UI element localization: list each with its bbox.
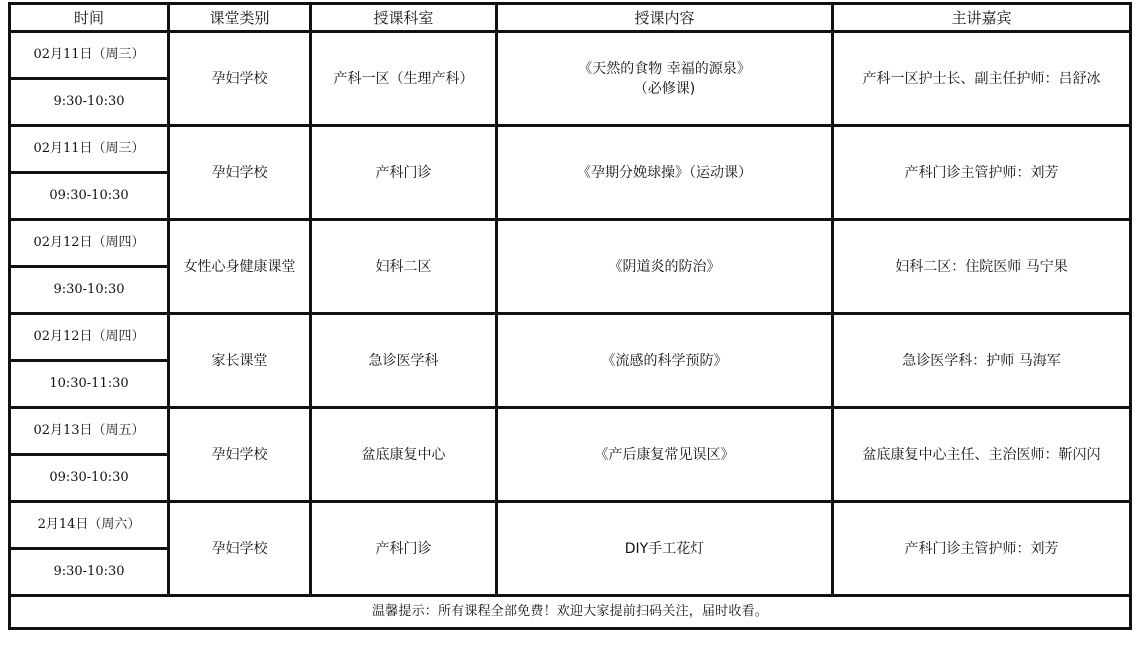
category-cell: 孕妇学校 <box>169 32 311 126</box>
course-schedule-table <box>8 2 1132 630</box>
department-cell: 急诊医学科 <box>311 314 497 408</box>
table-row <box>10 126 1131 173</box>
date-cell: 02月12日（周四） <box>10 314 169 361</box>
content-title: 《天然的食物 幸福的源泉》 <box>578 60 751 77</box>
category-cell: 家长课堂 <box>169 314 311 408</box>
content-cell: 《阴道炎的防治》 <box>497 220 833 314</box>
speaker-cell: 妇科二区：住院医师 马宁果 <box>833 220 1131 314</box>
table-row <box>10 502 1131 549</box>
speaker-cell: 盆底康复中心主任、主治医师：靳闪闪 <box>833 408 1131 502</box>
header-time: 时间 <box>10 4 169 32</box>
footer-tip: 温馨提示：所有课程全部免费！欢迎大家提前扫码关注，届时收看。 <box>10 596 1131 629</box>
time-cell: 9:30-10:30 <box>10 79 169 126</box>
department-cell: 产科门诊 <box>311 502 497 596</box>
header-category: 课堂类别 <box>169 4 311 32</box>
footer-row <box>10 596 1131 629</box>
category-cell: 孕妇学校 <box>169 408 311 502</box>
speaker-cell: 产科一区护士长、副主任护师：吕舒冰 <box>833 32 1131 126</box>
category-cell: 孕妇学校 <box>169 126 311 220</box>
date-cell: 02月12日（周四） <box>10 220 169 267</box>
speaker-cell: 产科门诊主管护师：刘芳 <box>833 502 1131 596</box>
date-cell: 02月11日（周三） <box>10 32 169 79</box>
table-row <box>10 408 1131 455</box>
table-row <box>10 314 1131 361</box>
header-speaker: 主讲嘉宾 <box>833 4 1131 32</box>
content-cell: 《流感的科学预防》 <box>497 314 833 408</box>
department-cell: 盆底康复中心 <box>311 408 497 502</box>
time-cell: 09:30-10:30 <box>10 173 169 220</box>
header-content: 授课内容 <box>497 4 833 32</box>
content-cell: DIY手工花灯 <box>497 502 833 596</box>
header-department: 授课科室 <box>311 4 497 32</box>
date-cell: 02月11日（周三） <box>10 126 169 173</box>
department-cell: 产科门诊 <box>311 126 497 220</box>
header-row <box>10 4 1131 32</box>
speaker-cell: 急诊医学科：护师 马海军 <box>833 314 1131 408</box>
category-cell: 孕妇学校 <box>169 502 311 596</box>
content-note: （必修课) <box>633 80 696 97</box>
time-cell: 9:30-10:30 <box>10 549 169 596</box>
content-cell: 《产后康复常见误区》 <box>497 408 833 502</box>
table-row <box>10 32 1131 79</box>
table-row <box>10 220 1131 267</box>
speaker-cell: 产科门诊主管护师：刘芳 <box>833 126 1131 220</box>
time-cell: 09:30-10:30 <box>10 455 169 502</box>
time-cell: 9:30-10:30 <box>10 267 169 314</box>
time-cell: 10:30-11:30 <box>10 361 169 408</box>
department-cell: 妇科二区 <box>311 220 497 314</box>
content-cell: 《孕期分娩球操》（运动课） <box>497 126 833 220</box>
content-cell <box>497 32 833 126</box>
department-cell: 产科一区（生理产科） <box>311 32 497 126</box>
date-cell: 2月14日（周六） <box>10 502 169 549</box>
date-cell: 02月13日（周五） <box>10 408 169 455</box>
category-cell: 女性心身健康课堂 <box>169 220 311 314</box>
